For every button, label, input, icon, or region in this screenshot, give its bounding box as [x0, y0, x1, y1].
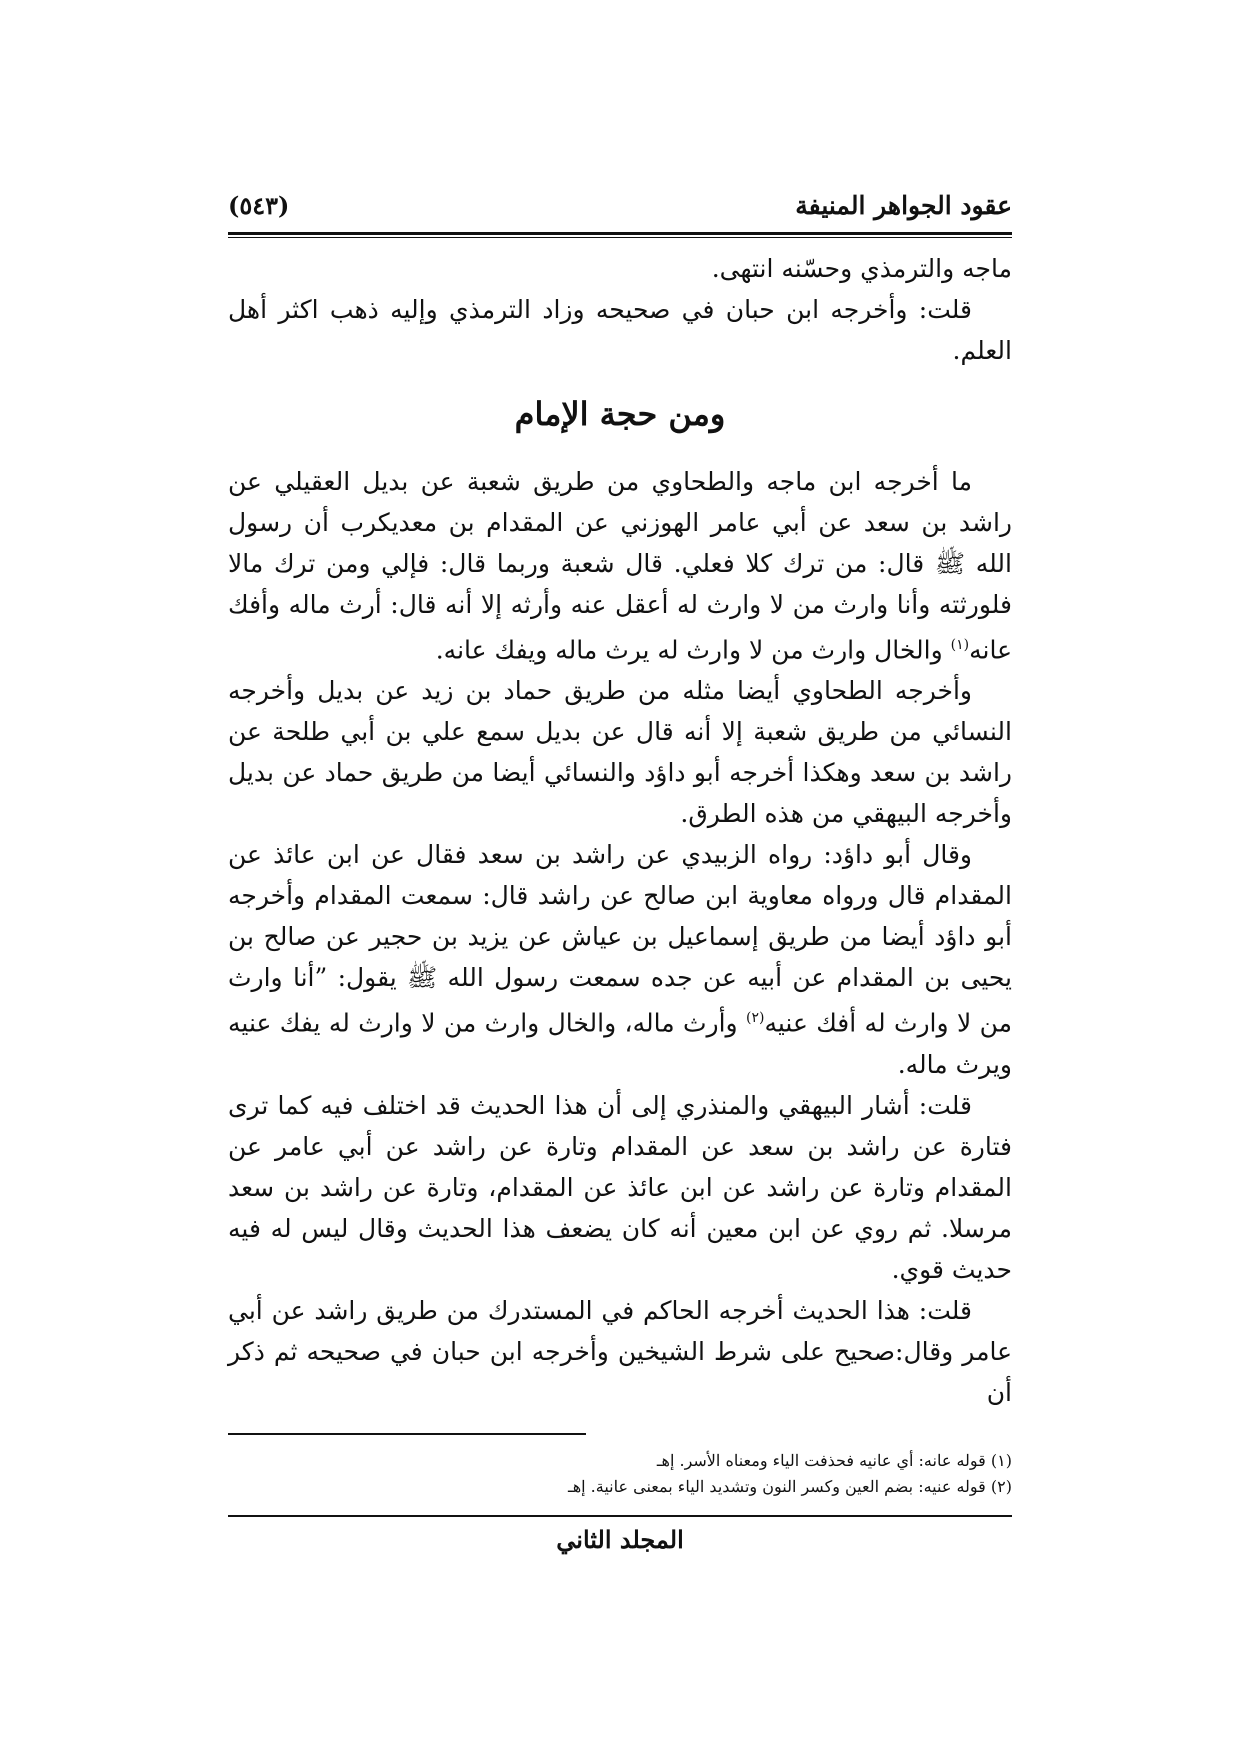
- footnote-ref[interactable]: (١): [950, 637, 970, 653]
- header-double-rule: [228, 232, 1012, 238]
- running-header: [228, 185, 1012, 225]
- paragraph: وأخرجه الطحاوي أيضا مثله من طريق حماد بن زيد عن بديل وأخرجه النسائي من طريق شعبة إلا أنه قال عن بديل سمع علي بن أبي طلحة عن راشد بن سعد وهكذا أخرجه أبو داؤد والنسائي أيضا من طريق حماد عن بديل وأخرجه البيهقي من هذه الطرق.: [228, 676, 1012, 829]
- volume-footer: المجلد الثاني: [556, 1525, 684, 1554]
- page-number: (٥٤٣): [228, 190, 290, 220]
- intro-line: قلت: وأخرجه ابن حبان في صحيحه وزاد الترمذي وإليه ذهب اكثر أهل العلم.: [228, 295, 1012, 365]
- main-text: [228, 248, 1012, 1413]
- paragraph: قلت: هذا الحديث أخرجه الحاكم في المستدرك من طريق راشد عن أبي عامر وقال:صحيح على شرط الشيخين وأخرجه ابن حبان في صحيحه ثم ذكر أن: [228, 1295, 1012, 1407]
- paragraph: ما أخرجه ابن ماجه والطحاوي من طريق شعبة عن بديل العقيلي عن راشد بن سعد عن أبي عامر الهوزني عن المقدام بن معديكرب أن رسول الله ﷺ قال: من ترك كلا فعلي. قال شعبة وربما قال: فإلي ومن ترك مالا فلورثته وأنا وارث من لا وارث له أعقل عنه وأرثه إلا أنه قال: أرث ماله وأفك عانه$^{(١)}$ والخال وارث من لا وارث له يرث ماله ويفك عانه.: [228, 467, 1012, 665]
- footnote: (١) قوله عانه: أي عانيه فحذفت الياء ومعناه الأسر. إهـ: [656, 1451, 1012, 1470]
- footnote-separator: [228, 1433, 586, 1435]
- paragraph: وقال أبو داؤد: رواه الزبيدي عن راشد بن سعد فقال عن ابن عائذ عن المقدام قال ورواه معاوية ابن صالح عن راشد قال: سمعت المقدام وأخرجه أبو داؤد أيضا من طريق إسماعيل بن عياش عن يزيد بن حجير عن صالح بن يحيى بن المقدام عن أبيه عن جده سمعت رسول الله ﷺ يقول: ”أنا وارث من لا وارث له أفك عنيه$^{(٢)}$ وأرث ماله، والخال وارث من لا وارث له يفك عنيه ويرث ماله.: [228, 840, 1012, 1079]
- footnote-ref[interactable]: (٢): [745, 1010, 765, 1027]
- paragraph: قلت: أشار البيهقي والمنذري إلى أن هذا الحديث قد اختلف فيه كما ترى فتارة عن راشد بن سعد عن المقدام وتارة عن راشد عن أبي عامر عن المقدام وتارة عن راشد عن ابن عائذ عن المقدام، وتارة عن راشد بن سعد مرسلا. ثم روي عن ابن معين أنه كان يضعف هذا الحديث وقال ليس له فيه حديث قوي.: [228, 1090, 1012, 1284]
- section-heading: ومن حجة الإمام: [514, 395, 726, 433]
- footnote: (٢) قوله عنيه: بضم العين وكسر النون وتشديد الياء بمعنى عانية. إهـ: [568, 1477, 1012, 1496]
- intro-line: ماجه والترمذي وحسّنه انتهى.: [711, 254, 1012, 283]
- footer-rule: [228, 1515, 1012, 1517]
- footnotes: [228, 1448, 1012, 1500]
- book-title: عقود الجواهر المنيفة: [795, 190, 1012, 220]
